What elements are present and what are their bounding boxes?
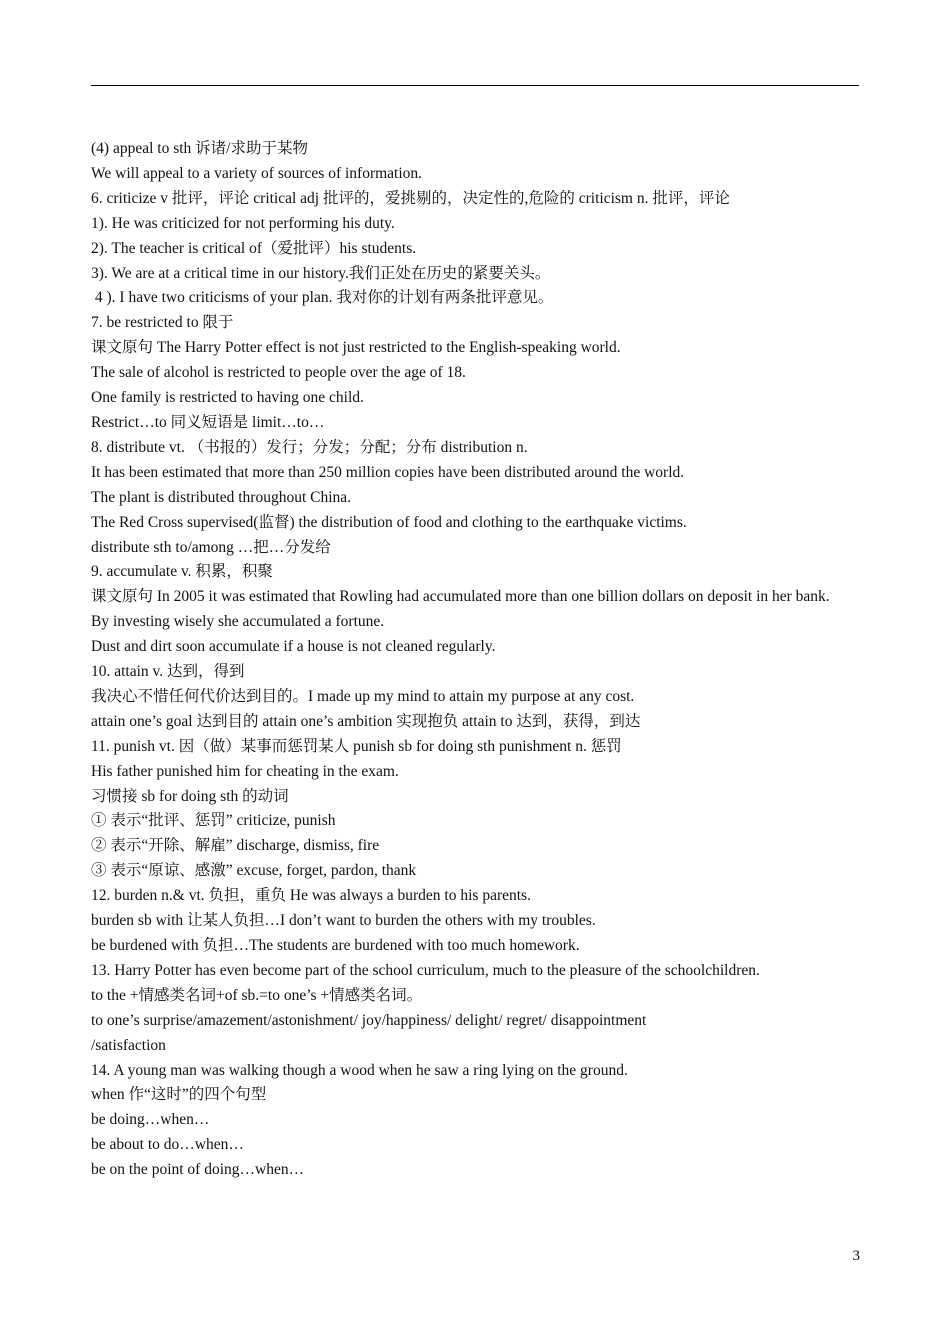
text-line: 13. Harry Potter has even become part of the school curriculum, much to the pleasure of the schoolchildren.: [91, 961, 760, 979]
text-line: We will appeal to a variety of sources of information.: [91, 164, 423, 182]
text-line: 我决心不惜任何代价达到目的。I made up my mind to attain my purpose at any cost.: [91, 687, 635, 705]
text-line: to the +情感类名词+of sb.=to one’s +情感类名词。: [91, 986, 423, 1004]
header-rule: [91, 85, 859, 86]
text-line: 11. punish vt. 因（做）某事而惩罚某人 punish sb for doing sth punishment n. 惩罚: [91, 737, 622, 755]
text-line: burden sb with 让某人负担…I don’t want to burden the others with my troubles.: [91, 912, 596, 930]
text-line: attain one’s goal 达到目的 attain one’s ambition 实现抱负 attain to 达到，获得，到达: [91, 712, 641, 730]
text-line: 3). We are at a critical time in our history.我们正处在历史的紧要关头。: [91, 264, 551, 282]
text-line: The sale of alcohol is restricted to people over the age of 18.: [91, 364, 466, 382]
text-line: The Red Cross supervised(监督) the distribution of food and clothing to the earthquake victims.: [91, 513, 687, 531]
text-line: (4) appeal to sth 诉诸/求助于某物: [91, 140, 308, 157]
text-line: Dust and dirt soon accumulate if a house is not cleaned regularly.: [91, 638, 496, 656]
text-line: By investing wisely she accumulated a fortune.: [91, 613, 385, 631]
text-line: 14. A young man was walking though a wood when he saw a ring lying on the ground.: [91, 1061, 628, 1079]
text-line: be on the point of doing…when…: [91, 1161, 305, 1179]
document-body: [91, 137, 863, 1183]
text-line: Restrict…to 同义短语是 limit…to…: [91, 413, 325, 431]
text-line: 10. attain v. 达到，得到: [91, 663, 245, 681]
text-line: The plant is distributed throughout China.: [91, 488, 352, 506]
text-line: be about to do…when…: [91, 1136, 244, 1154]
text-line: ② 表示“开除、解雇” discharge, dismiss, fire: [91, 837, 380, 855]
text-line: 7. be restricted to 限于: [91, 314, 234, 332]
text-line: 6. criticize v 批评，评论 critical adj 批评的，爱挑剔的，决定性的,危险的 criticism n. 批评，评论: [91, 189, 730, 207]
text-line: One family is restricted to having one child.: [91, 389, 364, 407]
text-line: His father punished him for cheating in the exam.: [91, 762, 399, 780]
text-line: It has been estimated that more than 250 million copies have been distributed around the world.: [91, 463, 685, 481]
text-line: 9. accumulate v. 积累，积聚: [91, 563, 273, 581]
text-line: be doing…when…: [91, 1111, 210, 1129]
text-line: ③ 表示“原谅、感激” excuse, forget, pardon, thank: [91, 862, 417, 880]
text-line: 8. distribute vt. （书报的）发行；分发；分配；分布 distribution n.: [91, 438, 528, 456]
text-line: 课文原句 The Harry Potter effect is not just restricted to the English-speaking world.: [91, 339, 621, 357]
text-line: to one’s surprise/amazement/astonishment/ joy/happiness/ delight/ regret/ disappointment: [91, 1011, 647, 1029]
text-line: ① 表示“批评、惩罚” criticize, punish: [91, 812, 336, 830]
page-number: 3: [852, 1248, 860, 1264]
text-line: when 作“这时”的四个句型: [91, 1086, 267, 1104]
text-line: 4 ). I have two criticisms of your plan. 我对你的计划有两条批评意见。: [91, 289, 554, 307]
text-line: 课文原句 In 2005 it was estimated that Rowling had accumulated more than one billion dollars on deposit in her bank.: [91, 588, 830, 606]
text-line: be burdened with 负担…The students are burdened with too much homework.: [91, 937, 580, 954]
text-line: 12. burden n.& vt. 负担，重负 He was always a burden to his parents.: [91, 887, 531, 905]
text-line: 2). The teacher is critical of（爱批评）his students.: [91, 239, 417, 257]
text-line: /satisfaction: [91, 1036, 166, 1054]
text-line: 习惯接 sb for doing sth 的动词: [91, 787, 289, 805]
text-line: distribute sth to/among …把…分发给: [91, 538, 331, 556]
text-line: 1). He was criticized for not performing his duty.: [91, 214, 395, 232]
